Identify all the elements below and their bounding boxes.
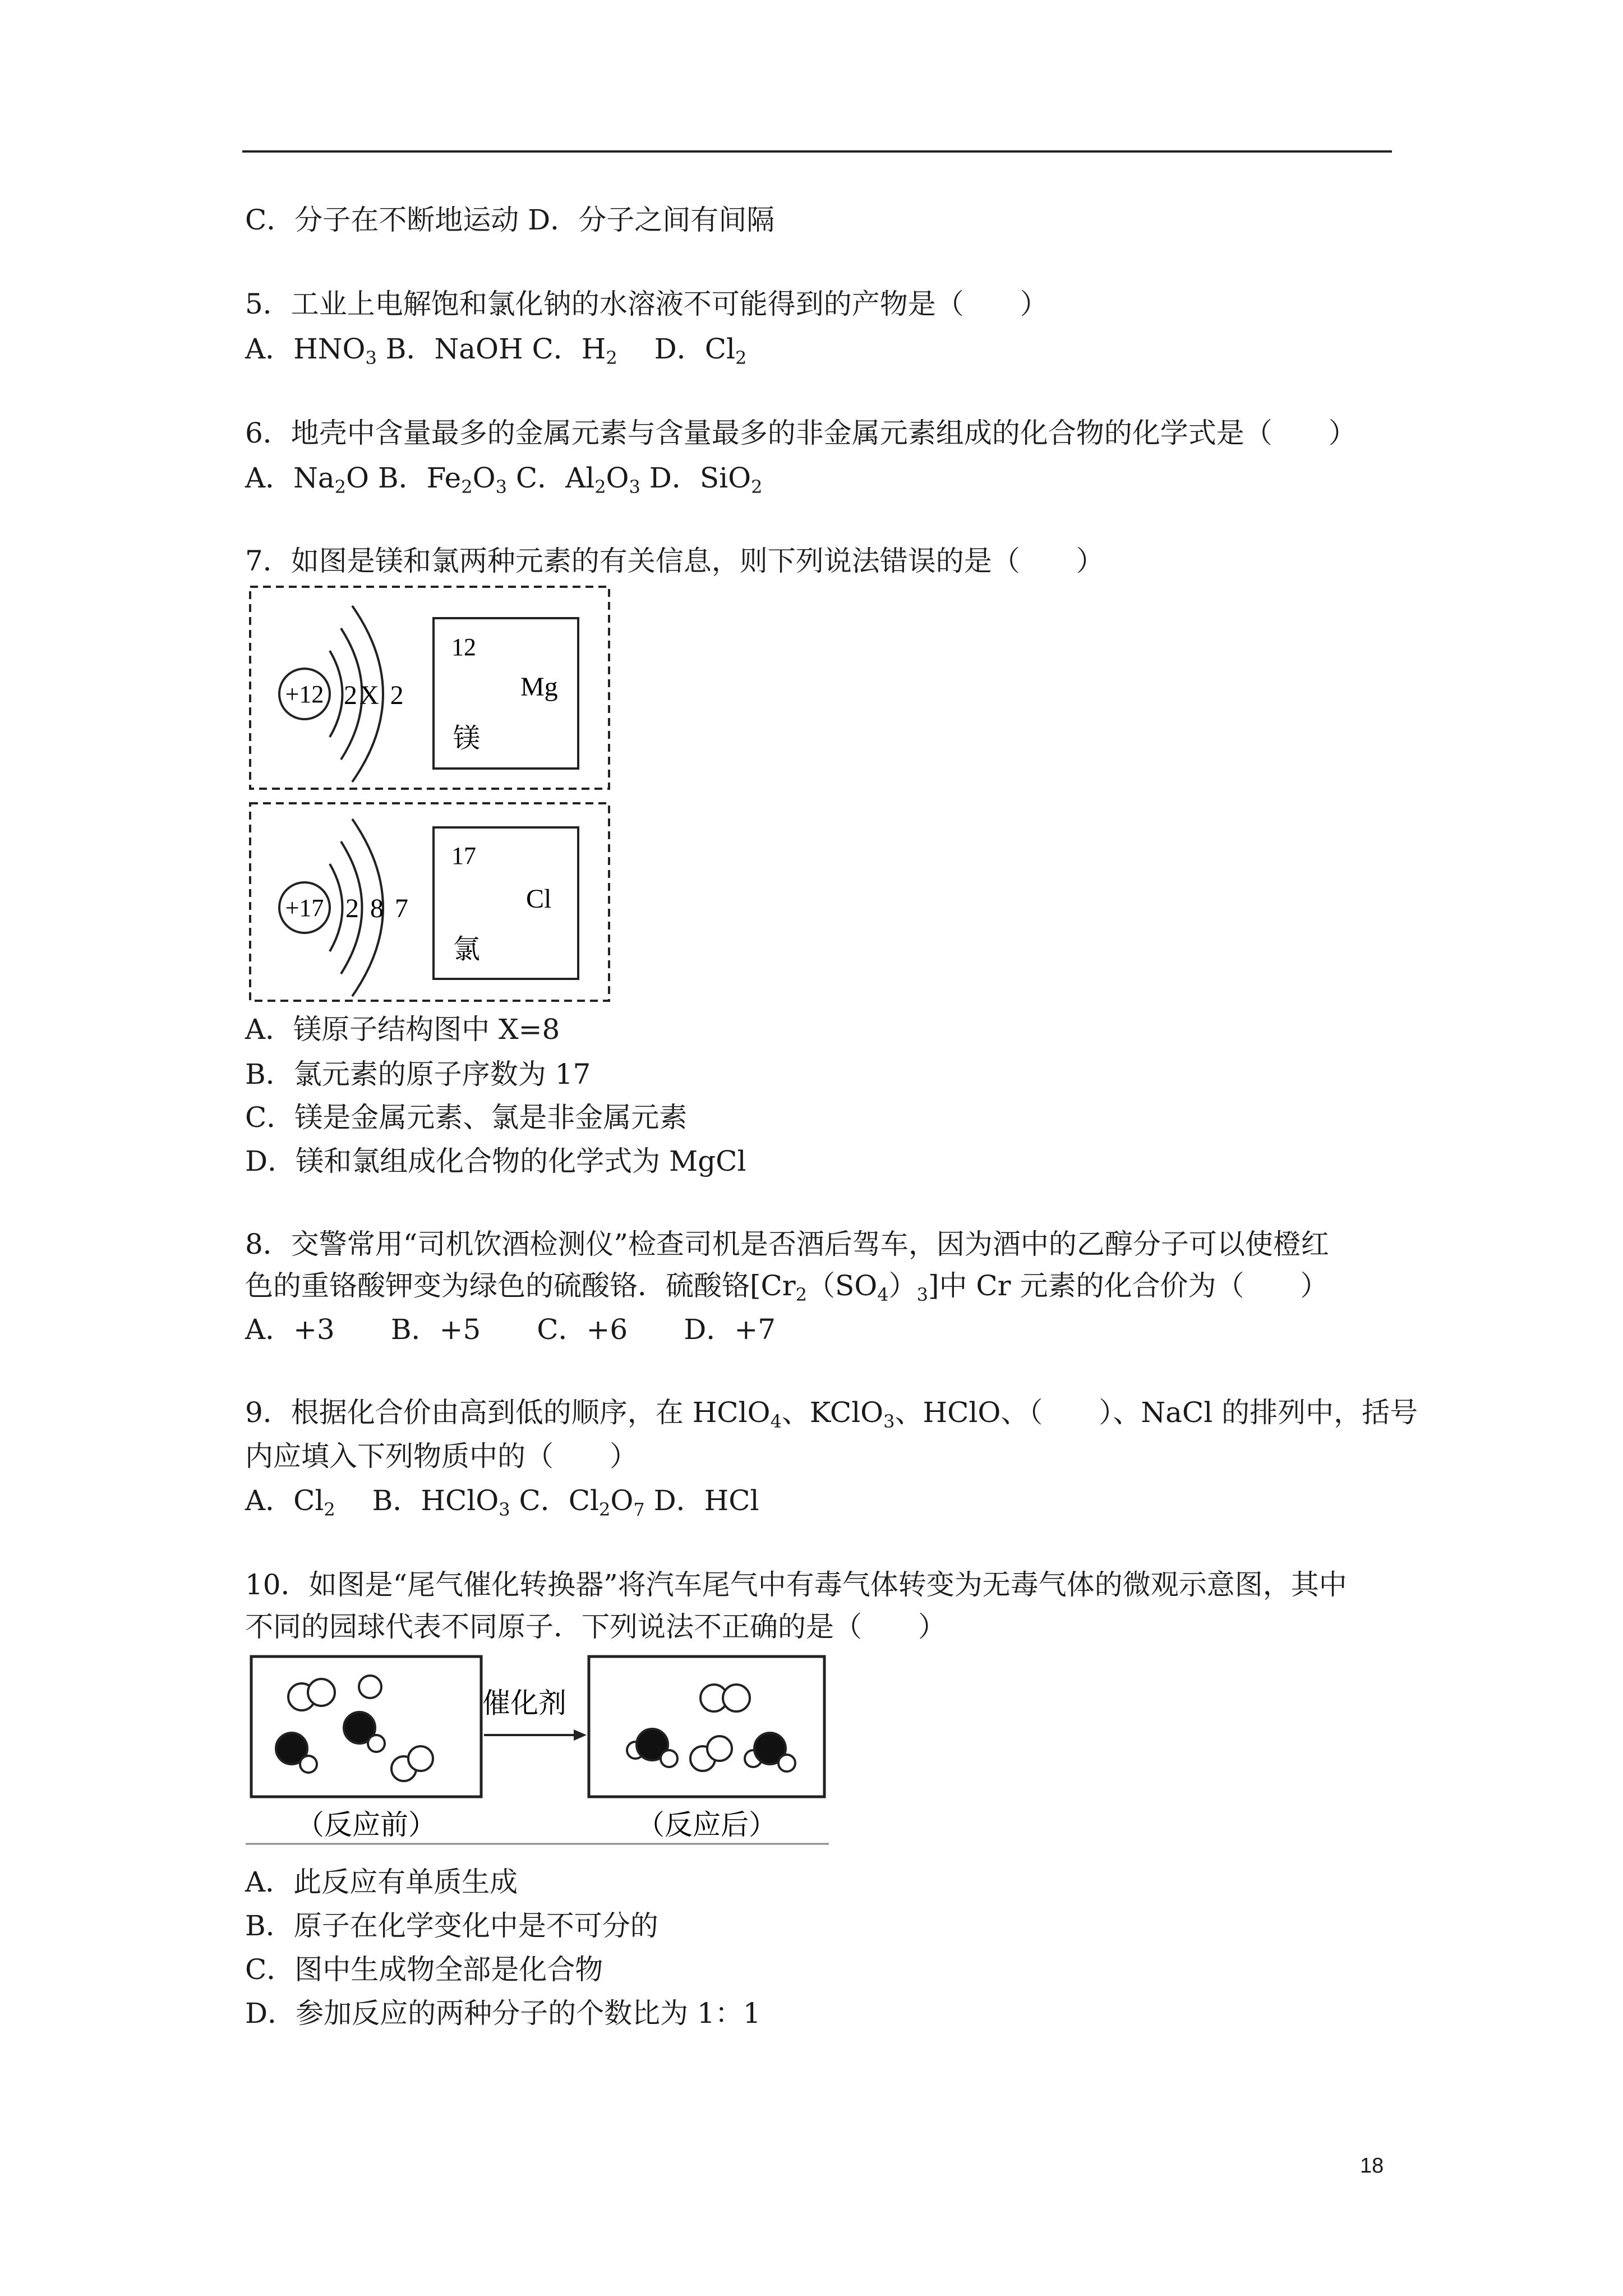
q8-line1: 8．交警常用“司机饮酒检测仪”检查司机是否酒后驾车，因为酒中的乙醇分子可以使橙红 xyxy=(245,1228,1329,1260)
arrow-head xyxy=(574,1729,587,1741)
q5-options: A．$HNO_3$ B．NaOH C．$H_2$ D．$Cl_2$ xyxy=(245,333,747,369)
after-molecules xyxy=(627,1685,795,1772)
q8-options: A．+3 B．+5 C．+6 D．+7 xyxy=(245,1313,776,1346)
q10-line2: 不同的园球代表不同原子．下列说法不正确的是（ ） xyxy=(245,1611,946,1643)
cl-name: 氯 xyxy=(453,935,481,964)
cl-nucleus-charge: +17 xyxy=(285,894,324,922)
mg-name: 镁 xyxy=(453,724,481,753)
q10-option-d: D．参加反应的两种分子的个数比为 1：1 xyxy=(245,1997,761,2030)
q9-line1: 9．根据化合价由高到低的顺序，在 HClO$_4$、KClO$_3$、HClO、（ ）、NaCl 的排列中，括号 xyxy=(245,1396,1418,1432)
mg-shell-electrons: 2X 2 xyxy=(344,680,406,710)
before-molecules xyxy=(276,1676,433,1781)
after-box xyxy=(589,1657,824,1797)
q8-line2: 色的重铬酸钾变为绿色的硫酸铬．硫酸铬$[Cr_2(SO_4)_3]$中 Cr 元素的化合价为（ ） xyxy=(245,1269,1329,1305)
mg-atomic-number: 12 xyxy=(451,633,476,661)
mg-symbol: Mg xyxy=(520,672,558,702)
q10-option-c: C．图中生成物全部是化合物 xyxy=(245,1953,603,1986)
q6-options: A．$Na_2O$ B．$Fe_2O_3$ C．$Al_2O_3$ D．SiO$_2$ xyxy=(245,462,763,498)
q5-stem: 5．工业上电解饱和氯化钠的水溶液不可能得到的产物是（ ） xyxy=(245,288,1048,320)
header-rule xyxy=(242,150,1392,153)
q10-line1: 10．如图是“尾气催化转换器”将汽车尾气中有毒气体转变为无毒气体的微观示意图，其中 xyxy=(245,1568,1347,1601)
q9-line2: 内应填入下列物质中的（ ） xyxy=(245,1440,638,1473)
q7-option-a: A．镁原子结构图中 X=8 xyxy=(245,1013,560,1046)
cl-atomic-number: 17 xyxy=(451,842,476,869)
q10-option-a: A．此反应有单质生成 xyxy=(245,1866,518,1898)
catalyst-label: 催化剂 xyxy=(482,1687,566,1719)
q7-option-d: D．镁和氯组成化合物的化学式为 MgCl xyxy=(245,1145,746,1177)
cl-symbol: Cl xyxy=(526,884,552,914)
after-label: （反应后） xyxy=(637,1809,777,1841)
q7-option-b: B．氯元素的原子序数为 17 xyxy=(245,1058,591,1091)
cl-shell-electrons: 2 8 7 xyxy=(345,894,411,923)
q7-atom-figure xyxy=(246,583,611,1004)
q10-reaction-figure xyxy=(246,1652,829,1848)
q10-option-b: B．原子在化学变化中是不可分的 xyxy=(245,1910,658,1942)
q4-options-cd: C．分子在不断地运动 D．分子之间有间隔 xyxy=(245,204,775,236)
q9-options: A．$Cl_2$ B．HClO$_3$ C．$Cl_2O_7$ D．HCl xyxy=(245,1484,759,1520)
q7-option-c: C．镁是金属元素、氯是非金属元素 xyxy=(245,1101,688,1134)
q6-stem: 6．地壳中含量最多的金属元素与含量最多的非金属元素组成的化合物的化学式是（ ） xyxy=(245,417,1357,449)
page-number: 18 xyxy=(1360,2154,1384,2178)
mg-nucleus-charge: +12 xyxy=(285,680,324,708)
q7-stem: 7．如图是镁和氯两种元素的有关信息，则下列说法错误的是（ ） xyxy=(245,545,1104,577)
before-label: （反应前） xyxy=(296,1809,436,1841)
